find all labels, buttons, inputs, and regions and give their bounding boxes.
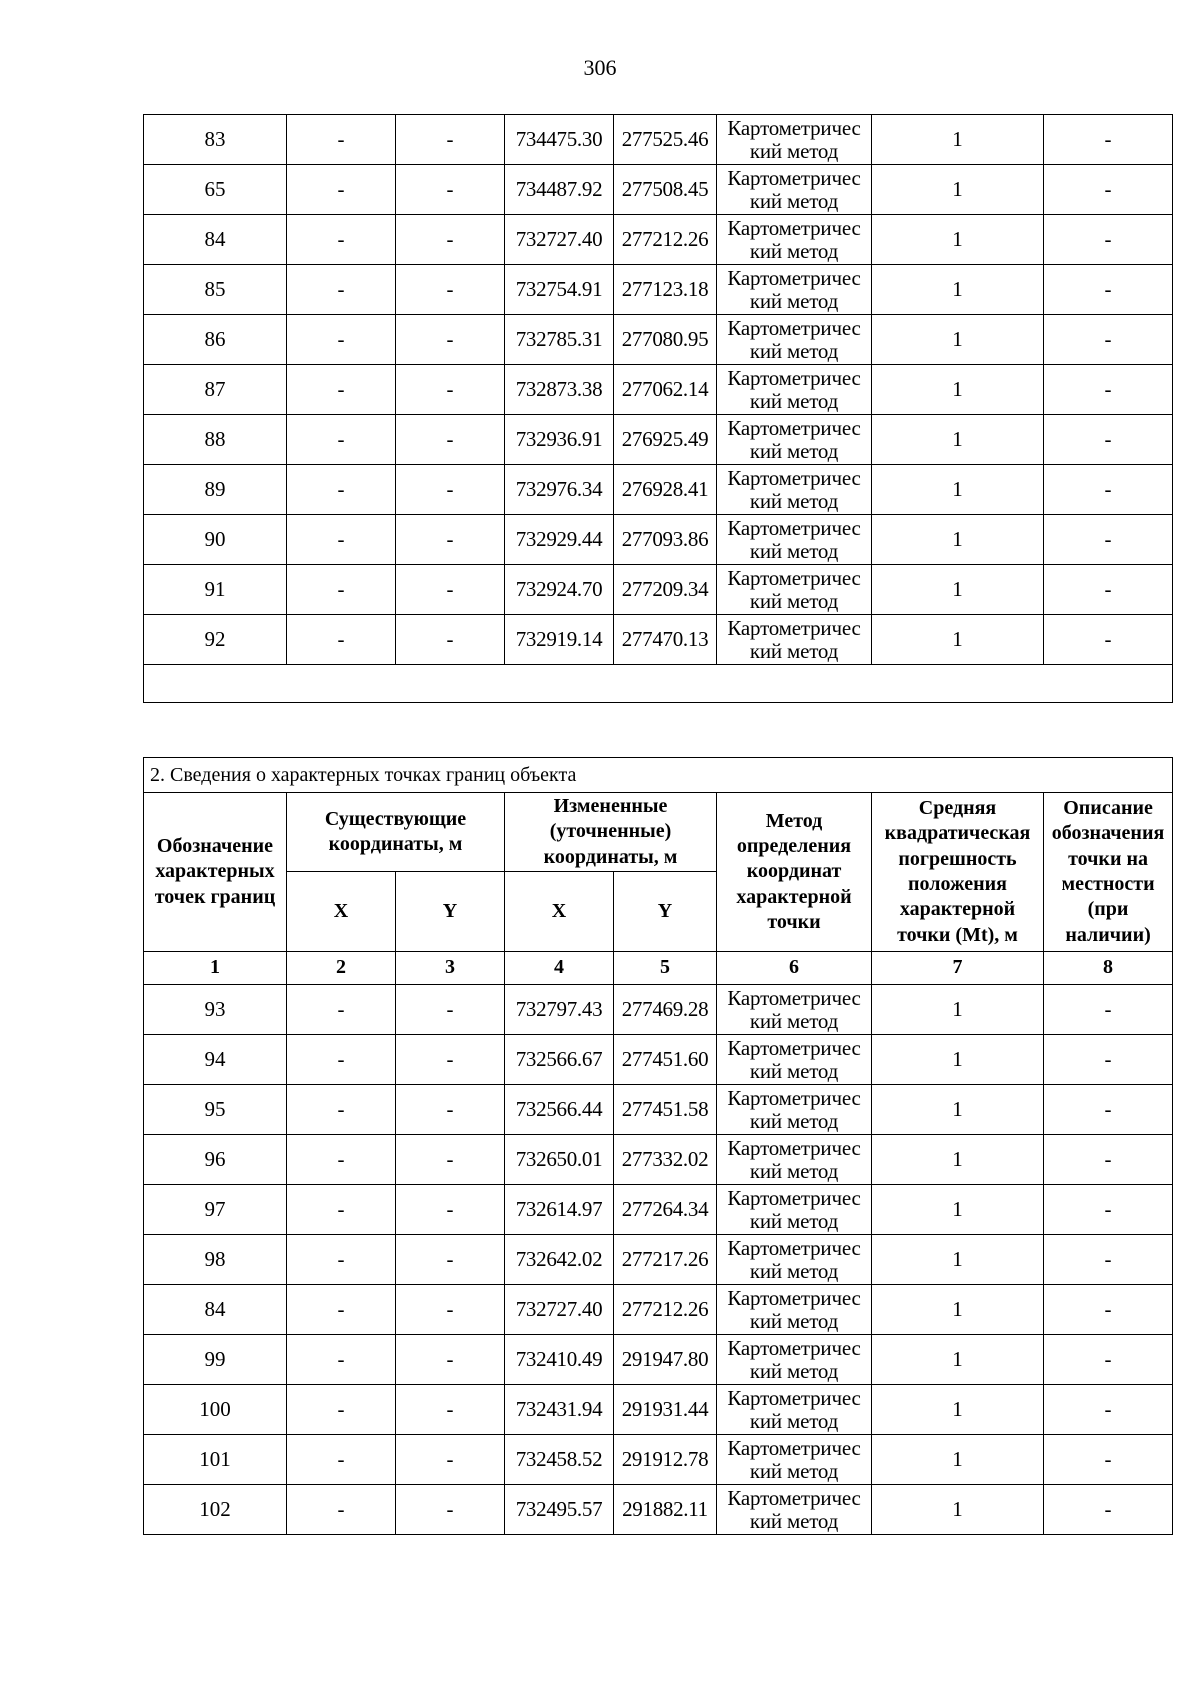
existing-y-cell: -	[396, 1385, 505, 1435]
mean-error-cell: 1	[872, 1485, 1044, 1535]
changed-y-cell: 277525.46	[614, 115, 717, 165]
changed-x-cell: 732754.91	[505, 265, 614, 315]
column-number: 3	[396, 952, 505, 985]
description-cell: -	[1044, 1285, 1173, 1335]
changed-x-cell: 732919.14	[505, 615, 614, 665]
existing-y-cell: -	[396, 165, 505, 215]
method-cell: Картометричес кий метод	[717, 985, 872, 1035]
table-row	[144, 1385, 1173, 1435]
existing-x-cell: -	[287, 415, 396, 465]
existing-x-cell: -	[287, 1135, 396, 1185]
method-cell: Картометричес кий метод	[717, 365, 872, 415]
changed-y-cell: 276925.49	[614, 415, 717, 465]
table-footer-empty-row	[144, 665, 1173, 703]
empty-cell	[144, 665, 1173, 703]
changed-y-cell: 291931.44	[614, 1385, 717, 1435]
method-cell: Картометричес кий метод	[717, 1085, 872, 1135]
boundary-points-table	[143, 757, 1173, 1535]
mean-error-cell: 1	[872, 1435, 1044, 1485]
header-changed-coords: Измененные (уточненные) координаты, м	[505, 793, 717, 872]
method-cell: Картометричес кий метод	[717, 1185, 872, 1235]
changed-x-cell: 732976.34	[505, 465, 614, 515]
method-cell: Картометричес кий метод	[717, 115, 872, 165]
changed-x-cell: 734475.30	[505, 115, 614, 165]
existing-x-cell: -	[287, 1485, 396, 1535]
existing-y-cell: -	[396, 1335, 505, 1385]
changed-x-cell: 732642.02	[505, 1235, 614, 1285]
point-number-cell: 92	[144, 615, 287, 665]
table-caption: 2. Сведения о характерных точках границ объекта	[144, 758, 1173, 793]
changed-x-cell: 732431.94	[505, 1385, 614, 1435]
existing-y-cell: -	[396, 465, 505, 515]
table-row	[144, 365, 1173, 415]
existing-y-cell: -	[396, 115, 505, 165]
changed-y-cell: 277093.86	[614, 515, 717, 565]
changed-y-cell: 291947.80	[614, 1335, 717, 1385]
existing-y-cell: -	[396, 415, 505, 465]
mean-error-cell: 1	[872, 165, 1044, 215]
description-cell: -	[1044, 615, 1173, 665]
mean-error-cell: 1	[872, 215, 1044, 265]
existing-y-cell: -	[396, 615, 505, 665]
table-row	[144, 1085, 1173, 1135]
method-cell: Картометричес кий метод	[717, 315, 872, 365]
header-description: Описание обозначения точки на местности (при наличии)	[1044, 793, 1173, 952]
method-cell: Картометричес кий метод	[717, 1035, 872, 1085]
mean-error-cell: 1	[872, 565, 1044, 615]
changed-y-cell: 277080.95	[614, 315, 717, 365]
existing-x-cell: -	[287, 565, 396, 615]
table-row	[144, 565, 1173, 615]
changed-y-cell: 277332.02	[614, 1135, 717, 1185]
table-row	[144, 515, 1173, 565]
table-row	[144, 1135, 1173, 1185]
changed-x-cell: 732929.44	[505, 515, 614, 565]
existing-y-cell: -	[396, 1135, 505, 1185]
existing-x-cell: -	[287, 1335, 396, 1385]
page-number: 306	[583, 55, 617, 80]
existing-x-cell: -	[287, 1035, 396, 1085]
mean-error-cell: 1	[872, 415, 1044, 465]
header-changed-x: X	[505, 872, 614, 952]
description-cell: -	[1044, 365, 1173, 415]
point-number-cell: 96	[144, 1135, 287, 1185]
description-cell: -	[1044, 1385, 1173, 1435]
mean-error-cell: 1	[872, 985, 1044, 1035]
existing-x-cell: -	[287, 615, 396, 665]
changed-y-cell: 291882.11	[614, 1485, 717, 1535]
changed-y-cell: 277451.60	[614, 1035, 717, 1085]
existing-y-cell: -	[396, 565, 505, 615]
table-row	[144, 1185, 1173, 1235]
header-changed-y: Y	[614, 872, 717, 952]
point-number-cell: 101	[144, 1435, 287, 1485]
description-cell: -	[1044, 465, 1173, 515]
existing-y-cell: -	[396, 1035, 505, 1085]
column-number: 2	[287, 952, 396, 985]
point-number-cell: 93	[144, 985, 287, 1035]
existing-y-cell: -	[396, 315, 505, 365]
mean-error-cell: 1	[872, 1135, 1044, 1185]
description-cell: -	[1044, 215, 1173, 265]
header-existing-x: X	[287, 872, 396, 952]
mean-error-cell: 1	[872, 1285, 1044, 1335]
table-row	[144, 1335, 1173, 1385]
description-cell: -	[1044, 415, 1173, 465]
method-cell: Картометричес кий метод	[717, 1235, 872, 1285]
method-cell: Картометричес кий метод	[717, 415, 872, 465]
method-cell: Картометричес кий метод	[717, 265, 872, 315]
existing-x-cell: -	[287, 1435, 396, 1485]
table-row	[144, 165, 1173, 215]
method-cell: Картометричес кий метод	[717, 215, 872, 265]
mean-error-cell: 1	[872, 365, 1044, 415]
description-cell: -	[1044, 265, 1173, 315]
existing-y-cell: -	[396, 365, 505, 415]
point-number-cell: 86	[144, 315, 287, 365]
point-number-cell: 100	[144, 1385, 287, 1435]
table-row	[144, 265, 1173, 315]
changed-y-cell: 277123.18	[614, 265, 717, 315]
mean-error-cell: 1	[872, 1035, 1044, 1085]
table-row	[144, 1435, 1173, 1485]
existing-x-cell: -	[287, 1235, 396, 1285]
changed-y-cell: 277451.58	[614, 1085, 717, 1135]
method-cell: Картометричес кий метод	[717, 1335, 872, 1385]
table-row	[144, 1485, 1173, 1535]
method-cell: Картометричес кий метод	[717, 615, 872, 665]
mean-error-cell: 1	[872, 1335, 1044, 1385]
column-number: 1	[144, 952, 287, 985]
changed-y-cell: 277264.34	[614, 1185, 717, 1235]
existing-x-cell: -	[287, 515, 396, 565]
description-cell: -	[1044, 1185, 1173, 1235]
column-number: 8	[1044, 952, 1173, 985]
mean-error-cell: 1	[872, 515, 1044, 565]
changed-x-cell: 732650.01	[505, 1135, 614, 1185]
description-cell: -	[1044, 115, 1173, 165]
changed-x-cell: 734487.92	[505, 165, 614, 215]
point-number-cell: 88	[144, 415, 287, 465]
method-cell: Картометричес кий метод	[717, 1435, 872, 1485]
changed-x-cell: 732727.40	[505, 215, 614, 265]
point-number-cell: 91	[144, 565, 287, 615]
changed-y-cell: 277212.26	[614, 1285, 717, 1335]
table-row	[144, 1035, 1173, 1085]
existing-y-cell: -	[396, 1435, 505, 1485]
mean-error-cell: 1	[872, 1085, 1044, 1135]
point-number-cell: 85	[144, 265, 287, 315]
point-number-cell: 94	[144, 1035, 287, 1085]
description-cell: -	[1044, 1235, 1173, 1285]
table-row	[144, 1235, 1173, 1285]
existing-x-cell: -	[287, 115, 396, 165]
method-cell: Картометричес кий метод	[717, 565, 872, 615]
existing-y-cell: -	[396, 515, 505, 565]
existing-x-cell: -	[287, 315, 396, 365]
table-row	[144, 315, 1173, 365]
mean-error-cell: 1	[872, 465, 1044, 515]
existing-x-cell: -	[287, 215, 396, 265]
point-number-cell: 65	[144, 165, 287, 215]
mean-error-cell: 1	[872, 265, 1044, 315]
description-cell: -	[1044, 565, 1173, 615]
mean-error-cell: 1	[872, 315, 1044, 365]
existing-x-cell: -	[287, 1285, 396, 1335]
existing-y-cell: -	[396, 1285, 505, 1335]
table-row	[144, 1285, 1173, 1335]
existing-y-cell: -	[396, 1185, 505, 1235]
point-number-cell: 84	[144, 215, 287, 265]
changed-y-cell: 277212.26	[614, 215, 717, 265]
existing-x-cell: -	[287, 465, 396, 515]
existing-x-cell: -	[287, 365, 396, 415]
existing-y-cell: -	[396, 215, 505, 265]
point-number-cell: 87	[144, 365, 287, 415]
changed-x-cell: 732924.70	[505, 565, 614, 615]
header-existing-y: Y	[396, 872, 505, 952]
changed-x-cell: 732936.91	[505, 415, 614, 465]
point-number-cell: 99	[144, 1335, 287, 1385]
changed-y-cell: 277508.45	[614, 165, 717, 215]
table-row	[144, 215, 1173, 265]
existing-x-cell: -	[287, 1385, 396, 1435]
description-cell: -	[1044, 985, 1173, 1035]
mean-error-cell: 1	[872, 1185, 1044, 1235]
header-column-numbers	[144, 952, 1173, 985]
point-number-cell: 89	[144, 465, 287, 515]
description-cell: -	[1044, 1435, 1173, 1485]
description-cell: -	[1044, 1085, 1173, 1135]
point-number-cell: 83	[144, 115, 287, 165]
changed-x-cell: 732566.44	[505, 1085, 614, 1135]
changed-x-cell: 732785.31	[505, 315, 614, 365]
mean-error-cell: 1	[872, 1385, 1044, 1435]
changed-x-cell: 732614.97	[505, 1185, 614, 1235]
method-cell: Картометричес кий метод	[717, 1285, 872, 1335]
changed-y-cell: 277217.26	[614, 1235, 717, 1285]
existing-y-cell: -	[396, 1085, 505, 1135]
point-number-cell: 97	[144, 1185, 287, 1235]
changed-x-cell: 732458.52	[505, 1435, 614, 1485]
existing-x-cell: -	[287, 165, 396, 215]
existing-x-cell: -	[287, 985, 396, 1035]
method-cell: Картометричес кий метод	[717, 165, 872, 215]
existing-y-cell: -	[396, 1235, 505, 1285]
existing-x-cell: -	[287, 1085, 396, 1135]
method-cell: Картометричес кий метод	[717, 465, 872, 515]
existing-y-cell: -	[396, 985, 505, 1035]
column-number: 4	[505, 952, 614, 985]
point-number-cell: 90	[144, 515, 287, 565]
point-number-cell: 84	[144, 1285, 287, 1335]
existing-x-cell: -	[287, 1185, 396, 1235]
description-cell: -	[1044, 1035, 1173, 1085]
changed-y-cell: 277470.13	[614, 615, 717, 665]
method-cell: Картометричес кий метод	[717, 1135, 872, 1185]
table-caption-row	[144, 758, 1173, 793]
table-row	[144, 465, 1173, 515]
header-mean-error: Средняя квадратическая погрешность положения характерной точки (Mt), м	[872, 793, 1044, 952]
description-cell: -	[1044, 515, 1173, 565]
header-method: Метод определения координат характерной точки	[717, 793, 872, 952]
changed-x-cell: 732495.57	[505, 1485, 614, 1535]
method-cell: Картометричес кий метод	[717, 1385, 872, 1435]
column-number: 7	[872, 952, 1044, 985]
mean-error-cell: 1	[872, 115, 1044, 165]
point-number-cell: 95	[144, 1085, 287, 1135]
column-number: 5	[614, 952, 717, 985]
mean-error-cell: 1	[872, 1235, 1044, 1285]
description-cell: -	[1044, 165, 1173, 215]
changed-x-cell: 732873.38	[505, 365, 614, 415]
mean-error-cell: 1	[872, 615, 1044, 665]
table-row	[144, 415, 1173, 465]
existing-y-cell: -	[396, 1485, 505, 1535]
changed-x-cell: 732410.49	[505, 1335, 614, 1385]
existing-x-cell: -	[287, 265, 396, 315]
changed-x-cell: 732797.43	[505, 985, 614, 1035]
coordinates-table-continued	[143, 114, 1173, 703]
changed-x-cell: 732566.67	[505, 1035, 614, 1085]
table-row	[144, 115, 1173, 165]
description-cell: -	[1044, 1335, 1173, 1385]
changed-y-cell: 276928.41	[614, 465, 717, 515]
table-row	[144, 985, 1173, 1035]
method-cell: Картометричес кий метод	[717, 1485, 872, 1535]
existing-y-cell: -	[396, 265, 505, 315]
description-cell: -	[1044, 1485, 1173, 1535]
method-cell: Картометричес кий метод	[717, 515, 872, 565]
table-row	[144, 615, 1173, 665]
description-cell: -	[1044, 315, 1173, 365]
header-row-1	[144, 793, 1173, 872]
point-number-cell: 98	[144, 1235, 287, 1285]
changed-y-cell: 291912.78	[614, 1435, 717, 1485]
header-existing-coords: Существующие координаты, м	[287, 793, 505, 872]
changed-y-cell: 277062.14	[614, 365, 717, 415]
point-number-cell: 102	[144, 1485, 287, 1535]
changed-y-cell: 277469.28	[614, 985, 717, 1035]
changed-x-cell: 732727.40	[505, 1285, 614, 1335]
changed-y-cell: 277209.34	[614, 565, 717, 615]
description-cell: -	[1044, 1135, 1173, 1185]
column-number: 6	[717, 952, 872, 985]
header-designation: Обозначение характерных точек границ	[144, 793, 287, 952]
